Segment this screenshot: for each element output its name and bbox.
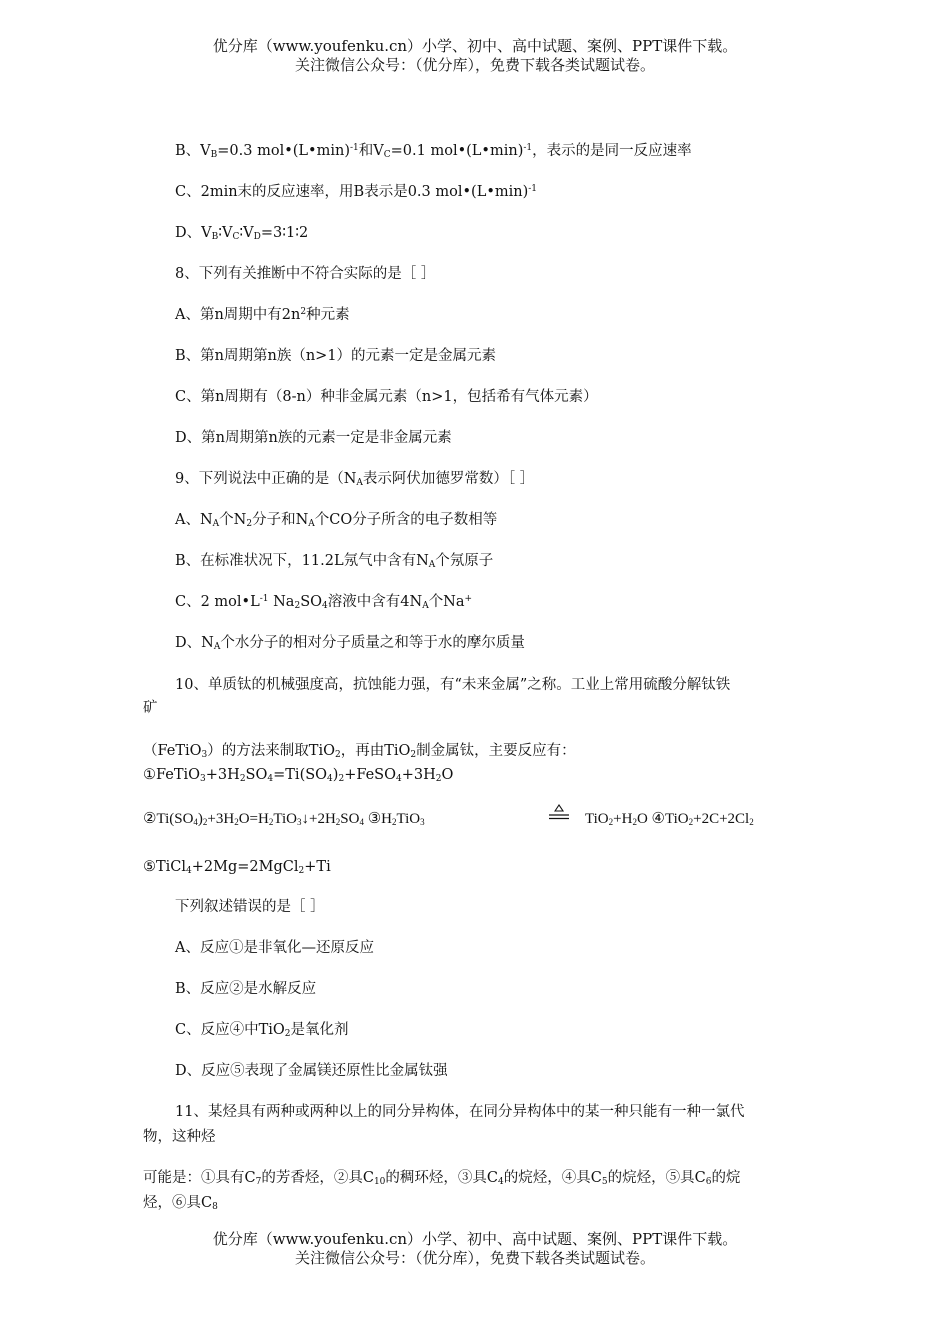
- q10-ask: 下列叙述错误的是［ ］: [175, 899, 325, 915]
- q10-reaction-1: $①FeTiO_3+3H_2SO_4=Ti(SO_4)_2+FeSO_4+3H_2O$: [143, 767, 454, 784]
- q10-stem-line-1: 10、单质钛的机械强度高，抗蚀能力强，有“未来金属”之称。工业上常用硫酸分解钛铁: [175, 677, 731, 693]
- page-header: [0, 37, 950, 75]
- q7-option-d: D、$V_B∶V_C∶V_D=3∶1∶2$: [175, 225, 309, 242]
- q7-option-c: C、2min末的反应速率，用B表示是0.3 mol•(L•min)$^{-1}$: [175, 184, 538, 200]
- q10-option-b: B、反应②是水解反应: [175, 981, 317, 997]
- header-line-2: 关注微信公众号：（优分库），免费下载各类试题试卷。: [294, 56, 655, 74]
- header-line-1: 优分库（www.youfenku.cn）小学、初中、高中试题、案例、PPT课件下载。: [212, 37, 738, 55]
- q10-reaction-2-3: $②Ti(SO_4)_2+3H_2O=H_2TiO_3↓+2H_2SO_4$ $③H_2TiO_3$: [143, 811, 425, 827]
- q8-option-d: D、第n周期第n族的元素一定是非金属元素: [175, 430, 452, 446]
- q9-option-b: B、在标准状况下，11.2L氖气中含有$N_A$个氖原子: [175, 553, 494, 570]
- q9-option-d: D、$N_A$个水分子的相对分子质量之和等于水的摩尔质量: [175, 635, 525, 652]
- q10-reaction-3-4: $TiO_2+H_2O$ $④TiO_2+2C+2Cl_2$: [585, 811, 754, 827]
- q11-continuation-line-1: 可能是：①具有$C_7$的芳香烃，②具$C_{10}$的稠环烃，③具$C_4$的烷烃，④具$C_5$的烷烃，⑤具$C_6$的烷: [143, 1170, 741, 1187]
- q8-option-c: C、第n周期有（8-n）种非金属元素（n>1，包括希有气体元素）: [175, 389, 598, 405]
- q11-continuation-line-2: 烃，⑥具$C_8$: [143, 1195, 218, 1212]
- q10-option-d: D、反应⑤表现了金属镁还原性比金属钛强: [175, 1063, 448, 1079]
- q10-option-c: C、反应④中TiO$_2$是氧化剂: [175, 1022, 349, 1039]
- q9-option-a: A、$N_A$个$N_2$分子和$N_A$个CO分子所含的电子数相等: [175, 512, 498, 529]
- q7-option-b: B、$V_B=0.3$ mol•(L•min)$^{-1}$和$V_C=0.1$ mol•(L•min)$^{-1}$，表示的是同一反应速率: [175, 143, 692, 160]
- q8-option-a: A、第n周期中有$2n^2$种元素: [175, 307, 350, 323]
- q9-option-c: C、2 $mol•L^{-1}$ $Na_2SO_4$溶液中含有$4N_A$个Na+: [175, 594, 473, 611]
- q11-stem-line-2: 物，这种烃: [143, 1129, 216, 1145]
- q10-option-a: A、反应①是非氧化—还原反应: [175, 940, 374, 956]
- q11-stem-line-1: 11、某烃具有两种或两种以上的同分异构体，在同分异构体中的某一种只能有一种一氯代: [175, 1104, 745, 1120]
- q10-stem-line-3: （FeTiO$_3$）的方法来制取TiO$_2$，再由TiO$_2$制金属钛，主要反应有：: [143, 743, 576, 760]
- q10-stem-line-2: 矿: [143, 700, 158, 716]
- footer-line-2: 关注微信公众号：（优分库），免费下载各类试题试卷。: [294, 1249, 655, 1267]
- q9-stem: 9、下列说法中正确的是（$N_A$表示阿伏加德罗常数）［ ］: [175, 471, 535, 488]
- footer-line-1: 优分库（www.youfenku.cn）小学、初中、高中试题、案例、PPT课件下载。: [212, 1230, 738, 1248]
- q10-reaction-5: ⑤TiCl$_4$+2Mg=2MgCl$_2$+Ti: [143, 859, 331, 876]
- q8-stem: 8、下列有关推断中不符合实际的是［ ］: [175, 266, 436, 282]
- heat-equals-icon: [548, 803, 570, 825]
- q8-option-b: B、第n周期第n族（n>1）的元素一定是金属元素: [175, 348, 497, 364]
- page-footer: [0, 1230, 950, 1268]
